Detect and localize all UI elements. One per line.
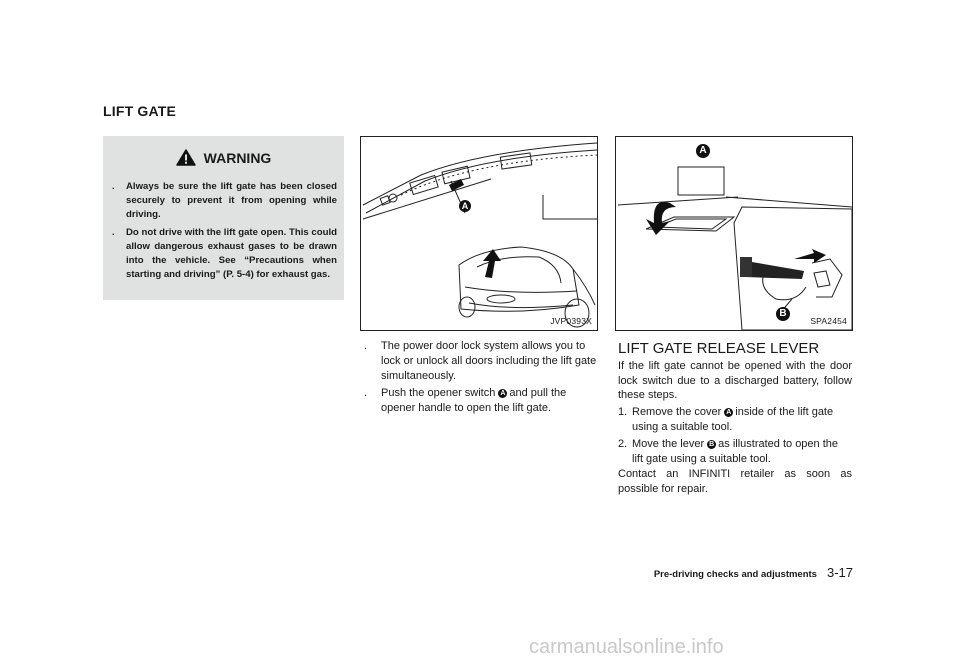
step-text: inside of the lift gate using a suitable tool.	[632, 406, 834, 433]
bullet: .	[112, 181, 115, 192]
list-item	[363, 386, 599, 416]
step-number: 2.	[618, 438, 628, 450]
warning-list	[111, 180, 337, 286]
step-number: 1.	[618, 406, 628, 418]
watermark: carmanualsonline.info	[529, 636, 724, 658]
warning-heading	[103, 149, 344, 166]
list-item-text: Push the opener switch	[381, 387, 496, 399]
section-title: LIFT GATE	[103, 103, 177, 119]
list-item-text: The power door lock system allows you to lock or unlock all doors including the lift gate simultaneously.	[381, 340, 597, 382]
callout-a: A	[500, 390, 506, 397]
release-contact: Contact an INFINITI retailer as soon as possible for repair.	[618, 468, 852, 495]
lift-gate-interior-drawing	[616, 137, 852, 330]
list-item	[363, 339, 599, 384]
callout-a: A	[726, 409, 732, 416]
release-lever-illustration	[615, 136, 853, 331]
list-item-text: and pull the opener handle to open the lift gate.	[381, 387, 567, 414]
bullet: .	[364, 340, 368, 352]
warning-item-text: Always be sure the lift gate has been closed securely to prevent it from opening while driving.	[126, 181, 337, 220]
step-text: Move the lever	[632, 438, 705, 450]
warning-box	[103, 136, 344, 300]
opener-list	[363, 339, 599, 418]
step-text: as illustrated to open the lift gate using a suitable tool.	[632, 438, 839, 465]
callout-b: B	[709, 441, 715, 448]
step-item	[618, 405, 852, 434]
lift-gate-opener-illustration	[360, 136, 598, 331]
callout-a: A	[696, 144, 710, 158]
footer-title: Pre-driving checks and adjustments	[653, 569, 817, 580]
warning-triangle-icon	[176, 149, 196, 166]
warning-item	[111, 180, 337, 222]
warning-item-text: Do not drive with the lift gate open. This could allow dangerous exhaust gases to be drawn into the vehicle. See “Precautions when starting and driving” (P. 5-4) for exhaust gas.	[126, 227, 337, 280]
page-footer	[617, 564, 853, 582]
bullet: .	[112, 227, 115, 238]
warning-item	[111, 226, 337, 282]
vehicle-rear-drawing	[361, 137, 597, 330]
figure-code: JVP0393X	[550, 316, 592, 326]
release-intro: If the lift gate cannot be opened with the door lock switch due to a discharged battery, follow these steps.	[618, 360, 852, 401]
release-steps	[618, 405, 852, 469]
release-heading: LIFT GATE RELEASE LEVER	[618, 340, 820, 357]
figure-code: SPA2454	[810, 316, 847, 326]
step-text: Remove the cover	[632, 406, 722, 418]
warning-heading-text: WARNING	[203, 150, 272, 166]
step-item	[618, 437, 852, 466]
page-number: 3-17	[826, 565, 853, 580]
callout-a: A	[459, 200, 471, 212]
bullet: .	[364, 387, 368, 399]
callout-b: B	[776, 307, 790, 321]
